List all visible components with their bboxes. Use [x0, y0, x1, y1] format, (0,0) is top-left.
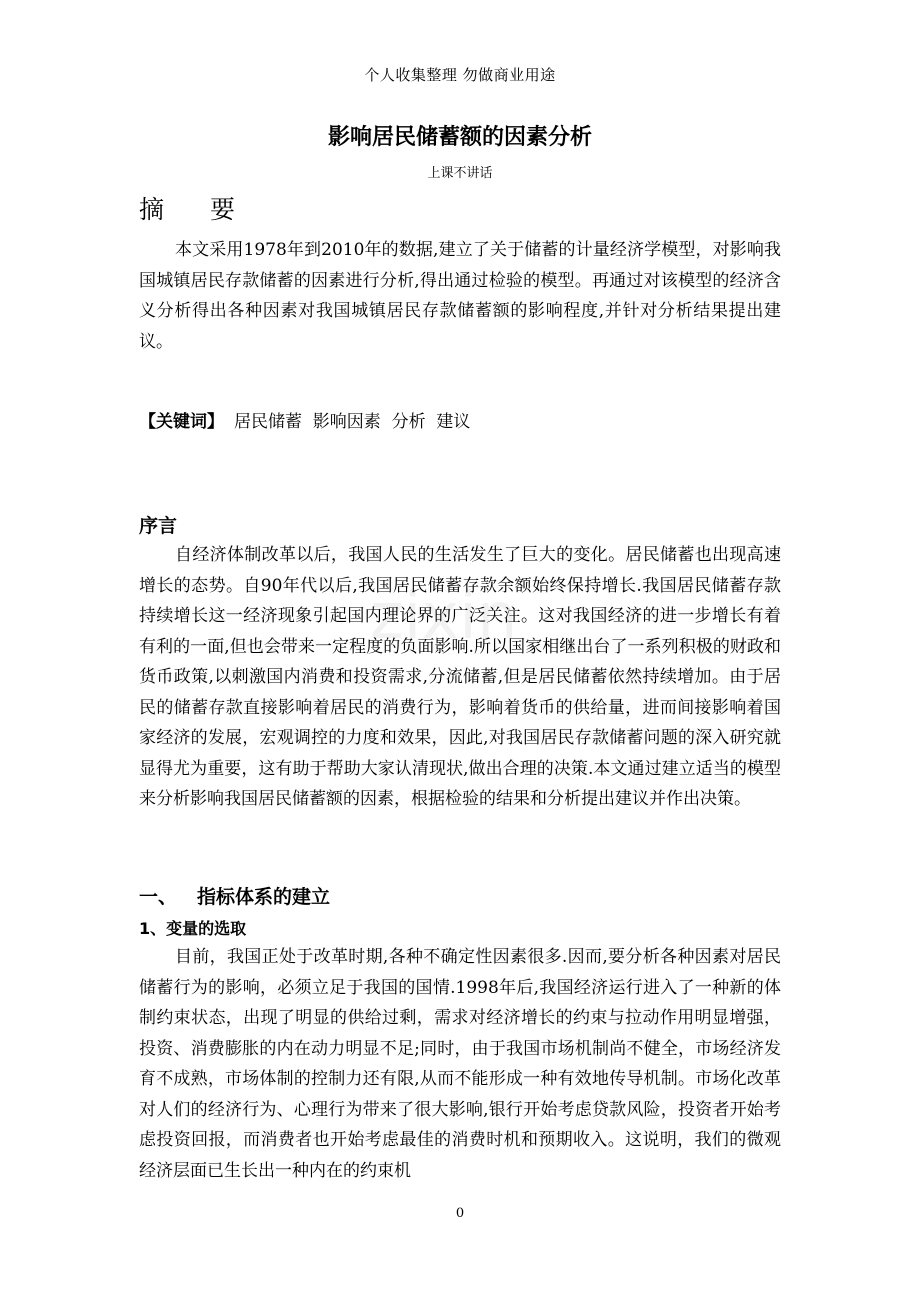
page-header: 个人收集整理 勿做商业用途: [364, 66, 556, 84]
section1-title: 指标体系的建立: [197, 886, 331, 908]
abstract-text: 本文采用1978年到2010年的数据,建立了关于储蓄的计量经济学模型，对影响我国城镇居民存款储蓄的因素进行分析,得出通过检验的模型。再通过对该模型的经济含义分析得出各种因素对我国城镇居民存款储蓄额的影响程度,并针对分析结果提出建议。: [139, 240, 781, 352]
subsection1-text: 目前，我国正处于改革时期,各种不确定性因素很多.因而,要分析各种因素对居民储蓄行为的影响，必须立足于我国的国情.1998年后,我国经济运行进入了一种新的体制约束状态，出现了明显的供给过剩，需求对经济增长的约束与拉动作用明显增强，投资、消费膨胀的内在动力明显不足;同时，由于我国市场机制尚不健全，市场经济发育不成熟，市场体制的控制力还有限,从而不能形成一种有效地传导机制。市场化改革对人们的经济行为、心理行为带来了很大影响,银行开始考虑贷款风险，投资者开始考虑投资回报，而消费者也开始考虑最佳的消费时机和预期收入。这说明，我们的微观经济层面已生长出一种内在的约束机: [139, 947, 781, 1181]
keywords-label: 【关键词】: [139, 412, 224, 432]
page-number: 0: [455, 1206, 465, 1221]
paper-title: 影响居民储蓄额的因素分析: [327, 125, 592, 150]
preface-heading: 序言: [139, 515, 178, 537]
author-name: 上课不讲话: [427, 166, 493, 181]
abstract-heading: 摘要: [139, 195, 282, 224]
subsection1-heading: 1、变量的选取: [139, 919, 247, 938]
section1-number: 一、: [139, 886, 178, 908]
preface-text: 自经济体制改革以后，我国人民的生活发生了巨大的变化。居民储蓄也出现高速增长的态势。自90年代以后,我国居民储蓄存款余额始终保持增长.我国居民储蓄存款持续增长这一经济现象引起国内理论界的广泛关注。这对我国经济的进一步增长有着有利的一面,但也会带来一定程度的负面影响.所以国家相继出台了一系列积极的财政和货币政策,以刺激国内消费和投资需求,分流储蓄,但是居民储蓄依然持续增加。由于居民的储蓄存款直接影响着居民的消费行为，影响着货币的供给量，进而间接影响着国家经济的发展，宏观调控的力度和效果，因此,对我国居民存款储蓄问题的深入研究就显得尤为重要，这有助于帮助大家认清现状,做出合理的决策.本文通过建立适当的模型来分析影响我国居民储蓄额的因素，根据检验的结果和分析提出建议并作出决策。: [139, 545, 781, 809]
watermark: zixin: [370, 580, 518, 654]
keywords: [139, 407, 470, 437]
keywords-terms: 居民储蓄 影响因素 分析 建议: [234, 412, 471, 432]
section1-heading: [139, 882, 330, 909]
